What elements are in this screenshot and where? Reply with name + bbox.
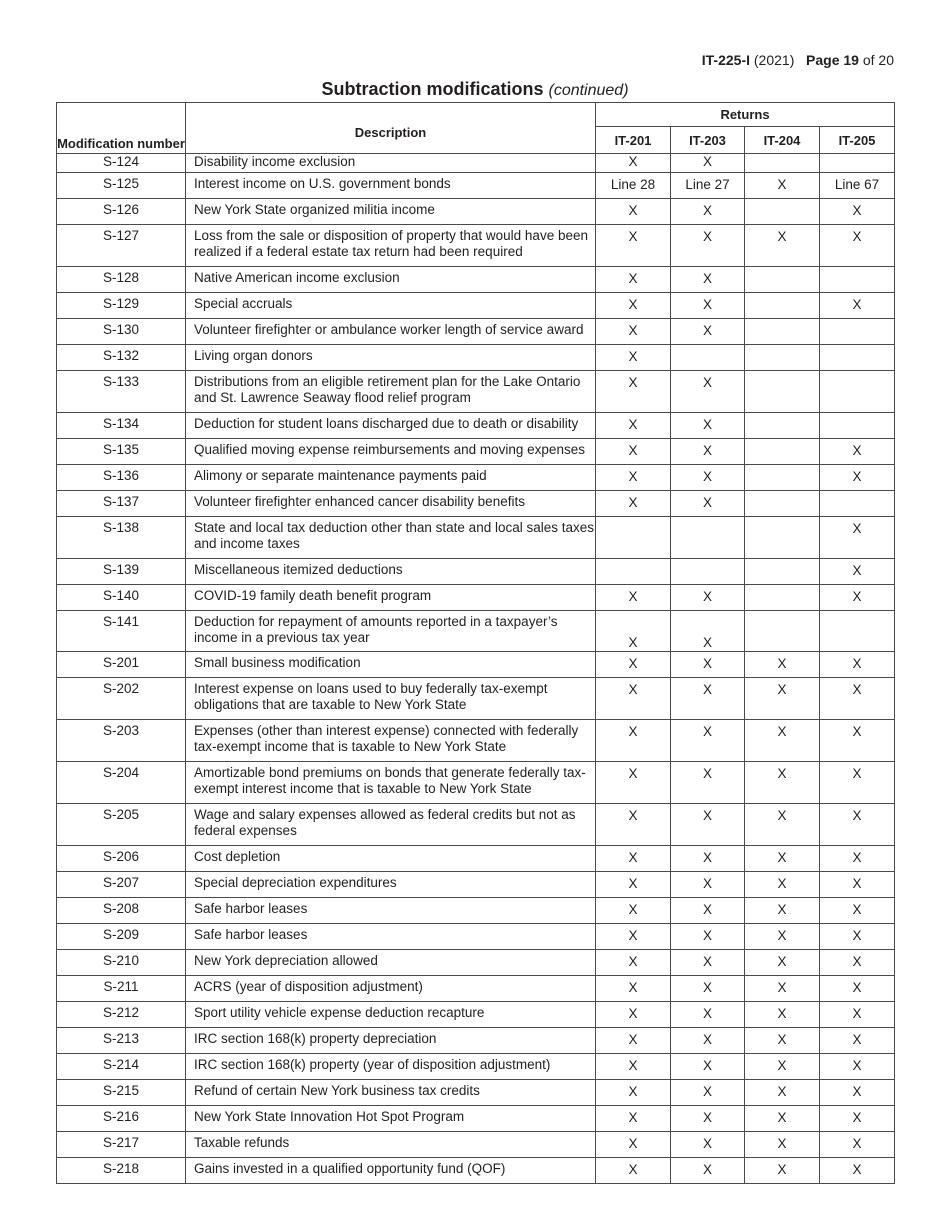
mark-it-201: X	[596, 465, 671, 491]
mark-it-203: X	[671, 924, 745, 950]
table-row	[57, 319, 895, 345]
table-row	[57, 720, 895, 762]
mark-it-204	[745, 517, 820, 559]
mark-it-201: X	[596, 1028, 671, 1054]
mark-it-205: X	[820, 1028, 895, 1054]
modification-number: S-215	[57, 1080, 186, 1106]
mark-it-205: X	[820, 872, 895, 898]
modification-number: S-135	[57, 439, 186, 465]
mark-it-203: X	[671, 371, 745, 413]
mark-it-204	[745, 465, 820, 491]
table-row	[57, 1028, 895, 1054]
mark-it-203: X	[671, 1028, 745, 1054]
mark-it-205	[820, 371, 895, 413]
modification-description: Living organ donors	[186, 345, 596, 371]
mark-it-201: X	[596, 585, 671, 611]
header-it-201: IT-201	[596, 127, 671, 154]
mark-it-201: X	[596, 898, 671, 924]
table-row	[57, 1158, 895, 1184]
mark-it-205: X	[820, 762, 895, 804]
table-row	[57, 371, 895, 413]
modification-number: S-137	[57, 491, 186, 517]
mark-it-201: X	[596, 804, 671, 846]
table-row	[57, 976, 895, 1002]
mark-it-205: X	[820, 225, 895, 267]
table-row	[57, 652, 895, 678]
table-row	[57, 872, 895, 898]
modification-number: S-208	[57, 898, 186, 924]
table-row	[57, 1132, 895, 1158]
mark-it-205: X	[820, 1158, 895, 1184]
mark-it-204	[745, 439, 820, 465]
mark-it-204: X	[745, 898, 820, 924]
modification-description: Interest income on U.S. government bonds	[186, 173, 596, 199]
mark-it-205	[820, 611, 895, 652]
table-row	[57, 585, 895, 611]
modification-description: Deduction for student loans discharged due to death or disability	[186, 413, 596, 439]
mark-it-201: X	[596, 976, 671, 1002]
mark-it-201: X	[596, 924, 671, 950]
mark-it-203: X	[671, 199, 745, 225]
mark-it-204: X	[745, 950, 820, 976]
modification-description: COVID-19 family death benefit program	[186, 585, 596, 611]
mark-it-204	[745, 559, 820, 585]
table-row	[57, 465, 895, 491]
mark-it-205	[820, 413, 895, 439]
table-row	[57, 924, 895, 950]
modification-description: Distributions from an eligible retirement plan for the Lake Ontario and St. Lawrence Seaway flood relief program	[186, 371, 596, 413]
mark-it-203: X	[671, 872, 745, 898]
mark-it-204: X	[745, 652, 820, 678]
modification-description: New York State organized militia income	[186, 199, 596, 225]
mark-it-205: X	[820, 1106, 895, 1132]
modification-description: Cost depletion	[186, 846, 596, 872]
modification-number: S-217	[57, 1132, 186, 1158]
mark-it-201: X	[596, 762, 671, 804]
modification-description: Special accruals	[186, 293, 596, 319]
mark-it-201: X	[596, 371, 671, 413]
mark-it-205: X	[820, 559, 895, 585]
modification-description: Volunteer firefighter enhanced cancer disability benefits	[186, 491, 596, 517]
mark-it-201: X	[596, 439, 671, 465]
mark-it-204: X	[745, 720, 820, 762]
mark-it-204	[745, 319, 820, 345]
mark-it-203	[671, 559, 745, 585]
table-row	[57, 559, 895, 585]
modification-number: S-126	[57, 199, 186, 225]
modification-number: S-201	[57, 652, 186, 678]
mark-it-205: X	[820, 1132, 895, 1158]
mark-it-205: X	[820, 678, 895, 720]
mark-it-201: X	[596, 1106, 671, 1132]
modification-description: Refund of certain New York business tax credits	[186, 1080, 596, 1106]
mark-it-201: X	[596, 652, 671, 678]
modification-description: Deduction for repayment of amounts reported in a taxpayer’s income in a previous tax year	[186, 611, 596, 652]
modification-number: S-211	[57, 976, 186, 1002]
mark-it-205: X	[820, 293, 895, 319]
page-header	[702, 52, 894, 68]
mark-it-205: X	[820, 585, 895, 611]
mark-it-201: X	[596, 872, 671, 898]
modification-description: Qualified moving expense reimbursements and moving expenses	[186, 439, 596, 465]
modification-description: Special depreciation expenditures	[186, 872, 596, 898]
mark-it-201: X	[596, 199, 671, 225]
mark-it-201: X	[596, 267, 671, 293]
modification-description: Small business modification	[186, 652, 596, 678]
page-title	[0, 79, 950, 100]
mark-it-203: X	[671, 1080, 745, 1106]
mark-it-203: X	[671, 1158, 745, 1184]
modification-description: ACRS (year of disposition adjustment)	[186, 976, 596, 1002]
mark-it-204: X	[745, 1028, 820, 1054]
header-description: Description	[186, 103, 596, 154]
mark-it-203: X	[671, 652, 745, 678]
mark-it-205: X	[820, 465, 895, 491]
modification-description: New York State Innovation Hot Spot Program	[186, 1106, 596, 1132]
modification-number: S-216	[57, 1106, 186, 1132]
modification-number: S-204	[57, 762, 186, 804]
modification-number: S-132	[57, 345, 186, 371]
mark-it-205	[820, 319, 895, 345]
modification-description: Safe harbor leases	[186, 924, 596, 950]
modification-number: S-214	[57, 1054, 186, 1080]
mark-it-203: X	[671, 465, 745, 491]
mark-it-203: X	[671, 976, 745, 1002]
table-row	[57, 804, 895, 846]
mark-it-205: X	[820, 720, 895, 762]
mark-it-203: X	[671, 804, 745, 846]
mark-it-201: X	[596, 293, 671, 319]
mark-it-203	[671, 345, 745, 371]
mark-it-201: X	[596, 1080, 671, 1106]
mark-it-203: X	[671, 1132, 745, 1158]
table-row	[57, 413, 895, 439]
mark-it-203: X	[671, 293, 745, 319]
modification-number: S-141	[57, 611, 186, 652]
mark-it-203: X	[671, 898, 745, 924]
mark-it-204: X	[745, 976, 820, 1002]
modification-description: Volunteer firefighter or ambulance worker length of service award	[186, 319, 596, 345]
modification-number: S-202	[57, 678, 186, 720]
modification-number: S-136	[57, 465, 186, 491]
mark-it-203: X	[671, 225, 745, 267]
mark-it-201: X	[596, 950, 671, 976]
modification-description: Safe harbor leases	[186, 898, 596, 924]
modification-number: S-124	[57, 154, 186, 173]
table-row	[57, 898, 895, 924]
modification-number: S-205	[57, 804, 186, 846]
mark-it-203: X	[671, 1054, 745, 1080]
mark-it-201: X	[596, 345, 671, 371]
table-row	[57, 1080, 895, 1106]
mark-it-205	[820, 267, 895, 293]
header-it-204: IT-204	[745, 127, 820, 154]
mark-it-204: X	[745, 173, 820, 199]
table-row	[57, 345, 895, 371]
table-row	[57, 950, 895, 976]
table-row	[57, 293, 895, 319]
table-row	[57, 267, 895, 293]
mark-it-203: X	[671, 762, 745, 804]
modification-description: New York depreciation allowed	[186, 950, 596, 976]
table-row	[57, 1106, 895, 1132]
mark-it-203: X	[671, 1106, 745, 1132]
table-row	[57, 1002, 895, 1028]
modification-number: S-212	[57, 1002, 186, 1028]
mark-it-201: X	[596, 491, 671, 517]
modification-number: S-125	[57, 173, 186, 199]
table-row	[57, 846, 895, 872]
mark-it-205: X	[820, 517, 895, 559]
mark-it-205: X	[820, 1054, 895, 1080]
modification-number: S-213	[57, 1028, 186, 1054]
mark-it-205: X	[820, 924, 895, 950]
modification-number: S-207	[57, 872, 186, 898]
mark-it-205: X	[820, 652, 895, 678]
header-modification-number: Modification number	[57, 103, 186, 154]
modification-description: Native American income exclusion	[186, 267, 596, 293]
modifications-table	[56, 102, 895, 1184]
mark-it-201: X	[596, 1158, 671, 1184]
modification-description: Miscellaneous itemized deductions	[186, 559, 596, 585]
page-number: Page 19	[806, 52, 859, 68]
modification-description: Sport utility vehicle expense deduction recapture	[186, 1002, 596, 1028]
table-row	[57, 225, 895, 267]
modification-number: S-134	[57, 413, 186, 439]
table-row	[57, 762, 895, 804]
mark-it-205: X	[820, 1080, 895, 1106]
modification-number: S-203	[57, 720, 186, 762]
mark-it-203: X	[671, 267, 745, 293]
mark-it-201: X	[596, 1054, 671, 1080]
mark-it-205: X	[820, 846, 895, 872]
mark-it-204	[745, 585, 820, 611]
mark-it-205: X	[820, 976, 895, 1002]
modification-description: Alimony or separate maintenance payments paid	[186, 465, 596, 491]
mark-it-201	[596, 559, 671, 585]
mark-it-201: X	[596, 846, 671, 872]
mark-it-203: X	[671, 413, 745, 439]
mark-it-205: X	[820, 1002, 895, 1028]
mark-it-203: X	[671, 439, 745, 465]
table-row	[57, 678, 895, 720]
mark-it-204	[745, 611, 820, 652]
modification-number: S-130	[57, 319, 186, 345]
table-row	[57, 1054, 895, 1080]
table-row	[57, 517, 895, 559]
mark-it-203	[671, 517, 745, 559]
header-it-203: IT-203	[671, 127, 745, 154]
mark-it-204: X	[745, 762, 820, 804]
table-row	[57, 491, 895, 517]
modification-number: S-139	[57, 559, 186, 585]
form-year: (2021)	[753, 52, 795, 68]
modification-description: Interest expense on loans used to buy federally tax-exempt obligations that are taxable to New York State	[186, 678, 596, 720]
page-total: of 20	[862, 52, 894, 68]
table-row	[57, 439, 895, 465]
modification-description: State and local tax deduction other than state and local sales taxes and income taxes	[186, 517, 596, 559]
modification-description: IRC section 168(k) property (year of disposition adjustment)	[186, 1054, 596, 1080]
modification-number: S-218	[57, 1158, 186, 1184]
modification-number: S-140	[57, 585, 186, 611]
mark-it-204	[745, 371, 820, 413]
mark-it-203: X	[671, 720, 745, 762]
table-row	[57, 173, 895, 199]
mark-it-201: X	[596, 225, 671, 267]
modification-description: Disability income exclusion	[186, 154, 596, 173]
modification-description: Amortizable bond premiums on bonds that generate federally tax-exempt interest income that is taxable to New York State	[186, 762, 596, 804]
mark-it-204	[745, 199, 820, 225]
mark-it-204: X	[745, 872, 820, 898]
modification-description: IRC section 168(k) property depreciation	[186, 1028, 596, 1054]
title-main: Subtraction modifications	[321, 79, 544, 99]
mark-it-205: Line 67	[820, 173, 895, 199]
table-row	[57, 154, 895, 173]
mark-it-204: X	[745, 1106, 820, 1132]
header-returns: Returns	[596, 103, 895, 127]
mark-it-205	[820, 154, 895, 173]
table-row	[57, 611, 895, 652]
mark-it-203: X	[671, 611, 745, 652]
mark-it-204	[745, 491, 820, 517]
mark-it-204: X	[745, 804, 820, 846]
mark-it-201: X	[596, 1132, 671, 1158]
mark-it-201: Line 28	[596, 173, 671, 199]
mark-it-205: X	[820, 439, 895, 465]
mark-it-204: X	[745, 1054, 820, 1080]
modification-number: S-129	[57, 293, 186, 319]
mark-it-205	[820, 491, 895, 517]
mark-it-204	[745, 413, 820, 439]
mark-it-203: X	[671, 846, 745, 872]
modification-description: Gains invested in a qualified opportunity fund (QOF)	[186, 1158, 596, 1184]
mark-it-204	[745, 154, 820, 173]
mark-it-203: X	[671, 585, 745, 611]
mark-it-205: X	[820, 898, 895, 924]
mark-it-204: X	[745, 1132, 820, 1158]
mark-it-205: X	[820, 950, 895, 976]
mark-it-203: X	[671, 319, 745, 345]
modification-number: S-210	[57, 950, 186, 976]
mark-it-204: X	[745, 225, 820, 267]
mark-it-205: X	[820, 199, 895, 225]
modification-number: S-209	[57, 924, 186, 950]
mark-it-204: X	[745, 1002, 820, 1028]
modification-description: Wage and salary expenses allowed as federal credits but not as federal expenses	[186, 804, 596, 846]
modification-number: S-133	[57, 371, 186, 413]
mark-it-201: X	[596, 154, 671, 173]
mark-it-203: X	[671, 1002, 745, 1028]
mark-it-203: X	[671, 678, 745, 720]
mark-it-201: X	[596, 413, 671, 439]
mark-it-203: Line 27	[671, 173, 745, 199]
mark-it-201: X	[596, 611, 671, 652]
mark-it-204: X	[745, 1158, 820, 1184]
mark-it-201: X	[596, 1002, 671, 1028]
mark-it-201: X	[596, 319, 671, 345]
mark-it-203: X	[671, 491, 745, 517]
mark-it-201: X	[596, 678, 671, 720]
mark-it-205: X	[820, 804, 895, 846]
mark-it-201: X	[596, 720, 671, 762]
mark-it-204: X	[745, 846, 820, 872]
modification-number: S-138	[57, 517, 186, 559]
modification-description: Expenses (other than interest expense) connected with federally tax-exempt income that is taxable to New York State	[186, 720, 596, 762]
mark-it-204	[745, 345, 820, 371]
table-row	[57, 199, 895, 225]
mark-it-204: X	[745, 1080, 820, 1106]
mark-it-203: X	[671, 154, 745, 173]
modification-number: S-127	[57, 225, 186, 267]
header-it-205: IT-205	[820, 127, 895, 154]
mark-it-204	[745, 267, 820, 293]
modification-number: S-206	[57, 846, 186, 872]
mark-it-204	[745, 293, 820, 319]
mark-it-203: X	[671, 950, 745, 976]
mark-it-205	[820, 345, 895, 371]
modification-description: Loss from the sale or disposition of property that would have been realized if a federal estate tax return had been required	[186, 225, 596, 267]
mark-it-201	[596, 517, 671, 559]
title-continued: (continued)	[548, 82, 629, 99]
modification-number: S-128	[57, 267, 186, 293]
mark-it-204: X	[745, 924, 820, 950]
modification-description: Taxable refunds	[186, 1132, 596, 1158]
mark-it-204: X	[745, 678, 820, 720]
form-id: IT-225-I	[701, 52, 750, 68]
